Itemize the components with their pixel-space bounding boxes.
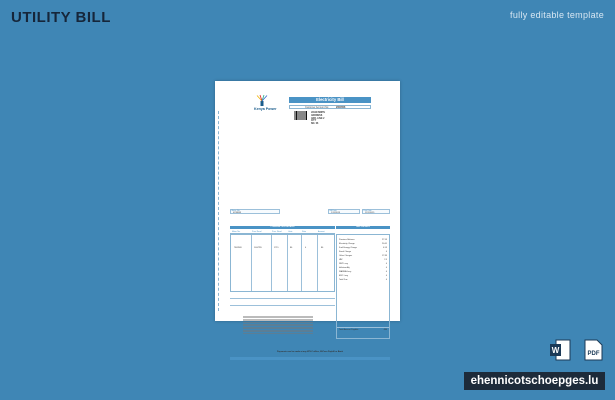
account-label: Customer Account No: (305, 105, 329, 109)
totals-area (230, 293, 335, 311)
due-date-box (362, 209, 390, 214)
payment-footer: Payments can be made at any KPLC office, M-Pesa Paybill or Bank (277, 351, 343, 353)
bill-document (215, 81, 400, 353)
col-head: Rate (302, 230, 306, 233)
meter-box (230, 209, 280, 214)
account-row (289, 105, 371, 109)
svg-text:PDF: PDF (587, 351, 600, 357)
customer-address (311, 112, 325, 126)
consumption-band: CONSUMPTION DETAILS (230, 226, 335, 229)
due-date-value: 12/1/2019 (365, 212, 375, 215)
due-date-label: Due Date (363, 210, 372, 213)
bill-date-box (328, 209, 360, 214)
meter-label: Meter No: (231, 210, 240, 213)
col-head: Amount (318, 230, 325, 233)
word-file-icon[interactable] (550, 339, 571, 361)
total-value: 480 (383, 329, 387, 331)
col-head: Meter No. (232, 230, 241, 233)
bill-heading: Electricity Bill (289, 97, 371, 103)
charges-list: Previous Balance 27.99 Electricity Charge 20.61 Fuel Energy Charge 4.53 Fixed Charge 0 Other Charges 17.89 VAT 2.5 REP Levy 0 Inflation Adj. 0 WARMA Levy 0 ERC Levy 0 Total Due 0 Total Amount Payable 480 (336, 234, 390, 339)
footer-band (230, 357, 390, 360)
bill-date-value: 1/11/2019 (331, 212, 341, 215)
brand-name: Kenya Power (254, 107, 277, 111)
page-tagline: fully editable template (510, 10, 604, 20)
address-line: ADDRESS (311, 114, 323, 117)
side-perforation (216, 111, 219, 311)
site-watermark: ehennicotschoepges.lu (464, 372, 605, 390)
kenya-power-logo-icon (255, 95, 269, 107)
col-head: Pres. Read (272, 230, 282, 233)
account-value: 2004506 (336, 105, 346, 109)
page-title: UTILITY BILL (11, 9, 111, 26)
svg-text:W: W (551, 346, 560, 355)
meter-value: 0738833 (233, 212, 242, 215)
bill-details-band: BILL DETAILS (336, 226, 390, 229)
col-head: Units (288, 230, 293, 233)
notice-text (243, 315, 313, 334)
address-line: CITY (311, 120, 317, 123)
barcode (294, 111, 308, 120)
bill-date-label: Bill Date (329, 210, 337, 213)
total-label: Total Amount Payable (339, 329, 359, 331)
pdf-file-icon[interactable] (584, 339, 603, 361)
address-line: NO. 06 (311, 123, 319, 125)
address-line: ADD. LINE 2 (311, 117, 325, 120)
address-line: JOHN SMITH (311, 112, 326, 114)
col-head: Prev. Read (252, 230, 262, 233)
usage-table: 7843520 1007295 1715 86 0 86 (230, 234, 335, 292)
